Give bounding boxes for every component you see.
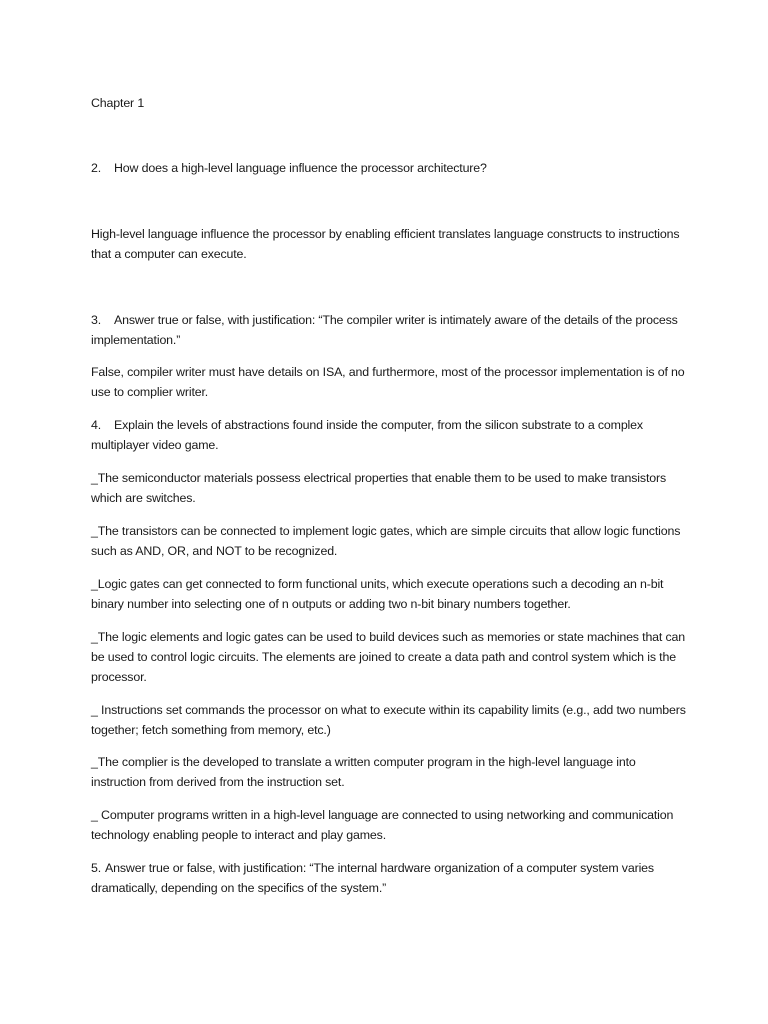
- answer-4-item: _The transistors can be connected to implement logic gates, which are simple circuits that allow logic functions such as AND, OR, and NOT to be recognized.: [91, 524, 681, 558]
- answer-4-item: _Logic gates can get connected to form functional units, which execute operations such a decoding an n-bit binary number into selecting one of n outputs or adding two n-bit binary numbers together.: [91, 577, 664, 611]
- answer-4-item: _The complier is the developed to translate a written computer program in the high-level language into instruction from derived from the instruction set.: [91, 755, 636, 789]
- question-3-text: Answer true or false, with justification: “The compiler writer is intimately aware of the details of the process implementation.”: [91, 313, 678, 347]
- question-4-text: Explain the levels of abstractions found inside the computer, from the silicon substrate to a complex multiplayer video game.: [91, 418, 643, 452]
- chapter-heading: Chapter 1: [91, 96, 145, 110]
- question-5-text: Answer true or false, with justification: “The internal hardware organization of a computer system varies dramatically, depending on the specifics of the system.”: [91, 861, 654, 895]
- question-2-number: 2.: [91, 161, 102, 175]
- question-2: [91, 158, 691, 178]
- question-3: [91, 310, 691, 350]
- answer-4-item: _ Computer programs written in a high-level language are connected to using networking and communication technology enabling people to interact and play games.: [91, 808, 674, 842]
- answer-4-item: _The logic elements and logic gates can be used to build devices such as memories or state machines that can be used to control logic circuits. The elements are joined to create a data path and control system which is the processor.: [91, 630, 686, 684]
- question-5-number: 5.: [91, 861, 102, 875]
- answer-2: High-level language influence the processor by enabling efficient translates language constructs to instructions that a computer can execute.: [91, 227, 680, 261]
- question-4: [91, 415, 691, 455]
- question-4-number: 4.: [91, 418, 102, 432]
- question-5: [91, 858, 691, 898]
- question-2-text: How does a high-level language influence the processor architecture?: [114, 161, 487, 175]
- answer-4-item: _ Instructions set commands the processor on what to execute within its capability limits (e.g., add two numbers together; fetch something from memory, etc.): [91, 703, 686, 737]
- question-3-number: 3.: [91, 313, 102, 327]
- answer-3: False, compiler writer must have details on ISA, and furthermore, most of the processor implementation is of no use to complier writer.: [91, 365, 685, 399]
- answer-4-item: _The semiconductor materials possess electrical properties that enable them to be used to make transistors which are switches.: [91, 471, 667, 505]
